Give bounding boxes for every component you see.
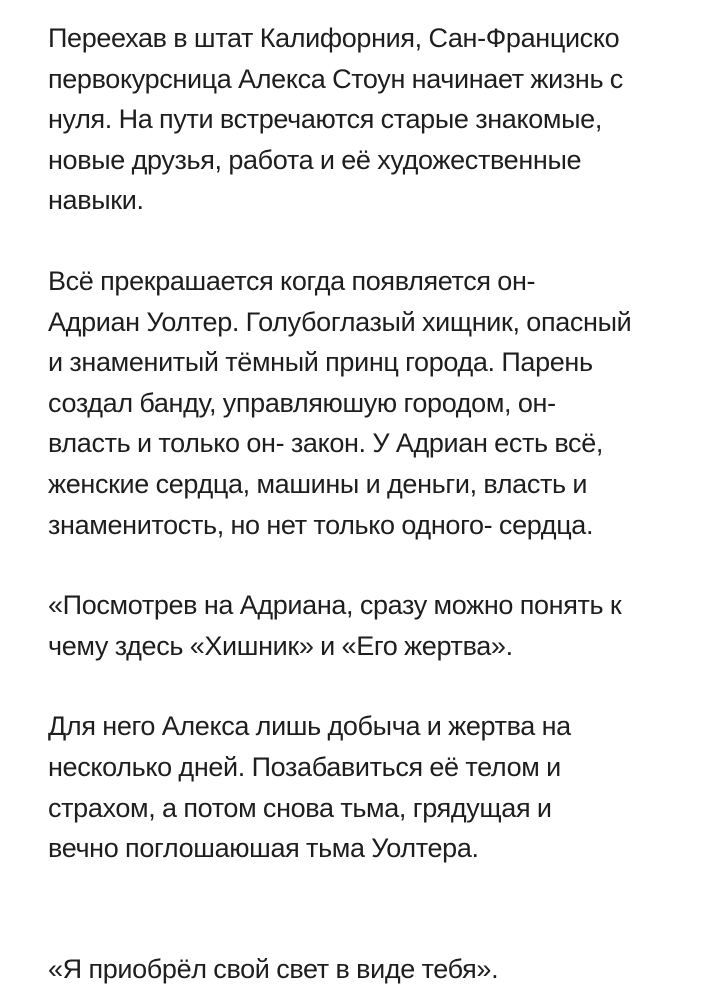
text-line: создал банду, управляюшую городом, он-: [48, 387, 556, 418]
paragraph-spacer: [48, 545, 688, 585]
paragraph-final-quote: [48, 949, 688, 990]
text-line: Адриан Уолтер. Голубоглазый хищник, опасный: [48, 306, 632, 337]
text-line: страхом, а потом снова тьма, грядущая и: [48, 792, 552, 823]
text-line: власть и только он- закон. У Адриан есть всё,: [48, 428, 604, 459]
text-line: новые друзья, работа и её художественные: [48, 144, 582, 175]
text-line: знаменитость, но нет только одного- сердца.: [48, 509, 594, 540]
paragraph-intro: [48, 18, 688, 221]
text-line: Всё прекрашается когда появляется он-: [48, 265, 536, 296]
text-line: Для него Алекса лишь добыча и жертва на: [48, 711, 571, 742]
text-line: навыки.: [48, 185, 144, 216]
paragraph-spacer: [48, 221, 688, 261]
text-line: первокурсница Алекса Стоун начинает жизнь с: [48, 63, 623, 94]
paragraph-adrian: [48, 261, 688, 545]
text-line: «Посмотрев на Адриана, сразу можно понять к: [48, 590, 622, 621]
text-line: нуля. На пути встречаются старые знакомые,: [48, 104, 602, 135]
paragraph-spacer: [48, 666, 688, 706]
text-line: «Я приобрёл свой свет в виде тебя».: [48, 953, 499, 984]
text-line: чему здесь «Хишник» и «Его жертва».: [48, 630, 513, 661]
text-line: вечно поглошаюшая тьма Уолтера.: [48, 833, 479, 864]
text-line: и знаменитый тёмный принц города. Парень: [48, 347, 593, 378]
paragraph-prey: [48, 706, 688, 868]
document-body: [48, 18, 688, 989]
paragraph-quote-predator: [48, 585, 688, 666]
paragraph-spacer: [48, 869, 688, 949]
text-line: несколько дней. Позабавиться её телом и: [48, 751, 561, 782]
text-line: женские сердца, машины и деньги, власть и: [48, 468, 588, 499]
text-line: Переехав в штат Калифорния, Сан-Франциско: [48, 23, 620, 53]
